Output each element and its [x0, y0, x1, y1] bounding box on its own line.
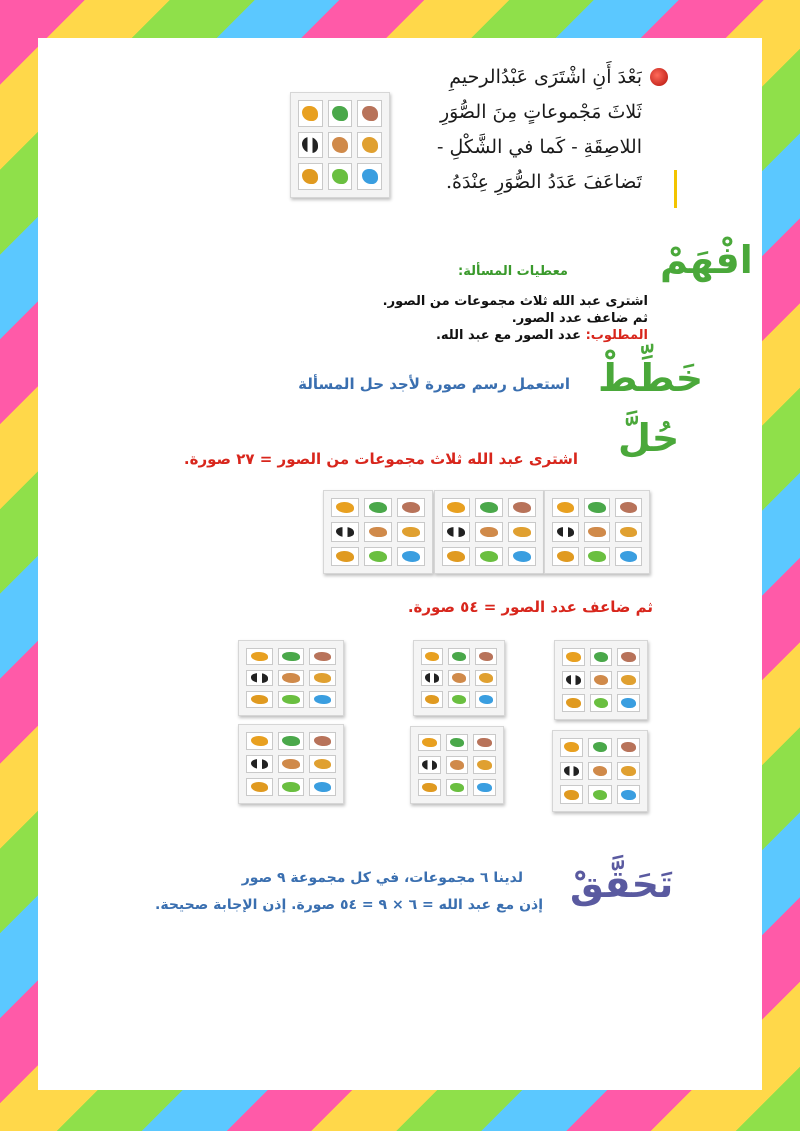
- giraffe-sticker-icon: [309, 670, 336, 687]
- giraffe-sticker-icon: [475, 670, 497, 687]
- blue-fish-sticker-icon: [473, 779, 496, 796]
- lizard-sticker-icon: [584, 498, 611, 517]
- blue-fish-sticker-icon: [357, 163, 382, 190]
- lizard-sticker-icon: [446, 734, 469, 751]
- fox-sticker-icon: [588, 762, 611, 781]
- blue-fish-sticker-icon: [615, 547, 642, 566]
- worksheet-page: [38, 38, 762, 1090]
- turtle-sticker-icon: [588, 785, 611, 804]
- starfish-sticker-icon: [615, 498, 642, 517]
- sticker-sheet: [413, 640, 505, 716]
- panda-sticker-icon: [246, 670, 273, 687]
- giraffe-sticker-icon: [615, 522, 642, 541]
- lion-sticker-icon: [298, 100, 323, 127]
- lion-cub-sticker-icon: [331, 547, 359, 566]
- solve-heading: حُلَّ: [618, 416, 680, 460]
- panda-sticker-icon: [246, 755, 273, 773]
- check-line-1: لدينا ٦ مجموعات، في كل مجموعة ٩ صور: [241, 870, 523, 886]
- problem-line: ثَلاثَ مَجْموعاتٍ مِنَ الصُّوَرِ: [439, 101, 642, 123]
- starfish-sticker-icon: [357, 100, 382, 127]
- plan-text: استعمل رسم صورة لأجد حل المسألة: [298, 375, 570, 393]
- sticker-sheet: [544, 490, 650, 574]
- panda-sticker-icon: [418, 756, 441, 773]
- giraffe-sticker-icon: [357, 132, 382, 159]
- lion-cub-sticker-icon: [562, 694, 585, 712]
- fox-sticker-icon: [448, 670, 470, 687]
- lion-cub-sticker-icon: [298, 163, 323, 190]
- turtle-sticker-icon: [278, 778, 305, 796]
- givens-label: معطيات المسألة:: [458, 264, 568, 279]
- turtle-sticker-icon: [364, 547, 392, 566]
- lion-cub-sticker-icon: [246, 691, 273, 708]
- sticker-sheet: [554, 640, 648, 720]
- starfish-sticker-icon: [475, 648, 497, 665]
- giraffe-sticker-icon: [397, 522, 425, 541]
- lion-cub-sticker-icon: [421, 691, 443, 708]
- sticker-sheet: [552, 730, 648, 812]
- panda-sticker-icon: [560, 762, 583, 781]
- turtle-sticker-icon: [590, 694, 613, 712]
- panda-sticker-icon: [552, 522, 579, 541]
- lizard-sticker-icon: [328, 100, 353, 127]
- problem-line: تَضاعَفَ عَدَدُ الصُّوَرِ عِنْدَهُ.: [445, 171, 642, 193]
- giraffe-sticker-icon: [473, 756, 496, 773]
- blue-fish-sticker-icon: [475, 691, 497, 708]
- turtle-sticker-icon: [328, 163, 353, 190]
- lion-sticker-icon: [246, 732, 273, 750]
- turtle-sticker-icon: [448, 691, 470, 708]
- starfish-sticker-icon: [309, 648, 336, 665]
- starfish-sticker-icon: [617, 738, 640, 757]
- lizard-sticker-icon: [278, 732, 305, 750]
- panda-sticker-icon: [298, 132, 323, 159]
- lion-cub-sticker-icon: [246, 778, 273, 796]
- sticker-sheet: [323, 490, 433, 574]
- fox-sticker-icon: [590, 671, 613, 689]
- understand-heading: افْهَمْ: [660, 238, 753, 282]
- giraffe-sticker-icon: [617, 671, 640, 689]
- panda-sticker-icon: [562, 671, 585, 689]
- turtle-sticker-icon: [278, 691, 305, 708]
- starfish-sticker-icon: [508, 498, 536, 517]
- required-text: عدد الصور مع عبد الله.: [435, 328, 582, 343]
- lion-sticker-icon: [442, 498, 470, 517]
- giraffe-sticker-icon: [309, 755, 336, 773]
- check-line-2: إذن مع عبد الله = ٦ × ٩ = ٥٤ صورة. إذن الإجابة صحيحة.: [155, 897, 543, 913]
- required: [338, 327, 648, 344]
- lion-cub-sticker-icon: [560, 785, 583, 804]
- problem-line: بَعْدَ أَنِ اشْتَرَى عَبْدُالرحيمِ: [449, 66, 642, 88]
- lizard-sticker-icon: [588, 738, 611, 757]
- plan-heading: خَطِّطْ: [598, 356, 704, 400]
- sticker-sheet: [238, 724, 344, 804]
- fox-sticker-icon: [278, 670, 305, 687]
- blue-fish-sticker-icon: [309, 691, 336, 708]
- fox-sticker-icon: [328, 132, 353, 159]
- turtle-sticker-icon: [475, 547, 503, 566]
- giraffe-sticker-icon: [508, 522, 536, 541]
- lion-sticker-icon: [246, 648, 273, 665]
- lizard-sticker-icon: [278, 648, 305, 665]
- starfish-sticker-icon: [473, 734, 496, 751]
- blue-fish-sticker-icon: [617, 785, 640, 804]
- fox-sticker-icon: [475, 522, 503, 541]
- check-heading: تَحَقَّقْ: [570, 862, 674, 906]
- sticker-sheet: [410, 726, 504, 804]
- fox-sticker-icon: [364, 522, 392, 541]
- blue-fish-sticker-icon: [309, 778, 336, 796]
- lion-cub-sticker-icon: [442, 547, 470, 566]
- fox-sticker-icon: [446, 756, 469, 773]
- starfish-sticker-icon: [309, 732, 336, 750]
- panda-sticker-icon: [331, 522, 359, 541]
- fox-sticker-icon: [584, 522, 611, 541]
- blue-fish-sticker-icon: [508, 547, 536, 566]
- fox-sticker-icon: [278, 755, 305, 773]
- sticker-sheet: [434, 490, 544, 574]
- lion-sticker-icon: [331, 498, 359, 517]
- panda-sticker-icon: [421, 670, 443, 687]
- blue-fish-sticker-icon: [617, 694, 640, 712]
- problem-line: اللاصِقَةِ - كَما في الشَّكْلِ -: [436, 136, 642, 158]
- blue-fish-sticker-icon: [397, 547, 425, 566]
- panda-sticker-icon: [442, 522, 470, 541]
- solve-step-2: ثم ضاعف عدد الصور = ٥٤ صورة.: [407, 598, 653, 616]
- lizard-sticker-icon: [475, 498, 503, 517]
- lion-cub-sticker-icon: [552, 547, 579, 566]
- turtle-sticker-icon: [584, 547, 611, 566]
- starfish-sticker-icon: [617, 648, 640, 666]
- lion-cub-sticker-icon: [418, 779, 441, 796]
- lizard-sticker-icon: [448, 648, 470, 665]
- solve-step-1: اشترى عبد الله ثلاث مجموعات من الصور = ٢٧ صورة.: [183, 450, 578, 468]
- required-label: المطلوب:: [585, 328, 648, 343]
- sticker-sheet: [290, 92, 390, 198]
- lion-sticker-icon: [562, 648, 585, 666]
- given-1: اشترى عبد الله ثلاث مجموعات من الصور.: [382, 294, 648, 309]
- lizard-sticker-icon: [364, 498, 392, 517]
- giraffe-sticker-icon: [617, 762, 640, 781]
- sticker-sheet: [238, 640, 344, 716]
- lizard-sticker-icon: [590, 648, 613, 666]
- lion-sticker-icon: [418, 734, 441, 751]
- given-2: ثم ضاعف عدد الصور.: [511, 311, 648, 326]
- turtle-sticker-icon: [446, 779, 469, 796]
- lion-sticker-icon: [552, 498, 579, 517]
- lion-sticker-icon: [560, 738, 583, 757]
- problem-statement: [408, 60, 642, 210]
- problem-bullet-icon: [650, 68, 668, 86]
- starfish-sticker-icon: [397, 498, 425, 517]
- lion-sticker-icon: [421, 648, 443, 665]
- margin-marker: [674, 170, 677, 208]
